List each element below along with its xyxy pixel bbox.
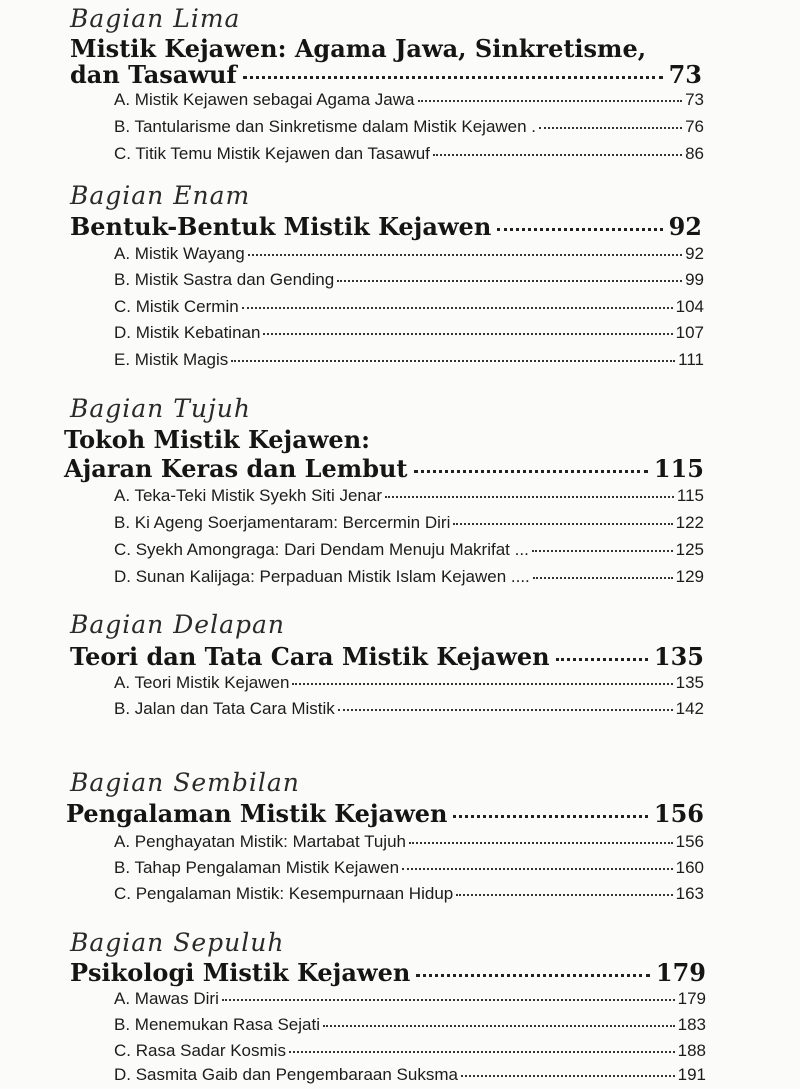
section-label: Bagian Sembilan — [70, 768, 300, 797]
dot-leader — [418, 100, 683, 102]
section-page-number: 115 — [653, 454, 704, 483]
toc-entry — [114, 674, 704, 691]
entry-title: C. Rasa Sadar Kosmis — [114, 1041, 286, 1060]
toc-entry — [114, 990, 706, 1007]
entry-page-number: 163 — [675, 884, 704, 903]
section-heading-row — [70, 212, 702, 241]
dot-leader — [292, 683, 672, 685]
entry-page-number: 160 — [675, 858, 704, 877]
entry-page-number: 99 — [685, 270, 704, 289]
section-title-line: Bentuk-Bentuk Mistik Kejawen — [70, 212, 492, 241]
dot-leader — [453, 815, 647, 818]
entry-title: C. Titik Temu Mistik Kejawen dan Tasawuf — [114, 144, 430, 163]
section-label: Bagian Tujuh — [70, 394, 251, 423]
entry-title: D. Mistik Kebatinan — [114, 323, 261, 342]
section-label: Bagian Lima — [70, 4, 241, 33]
toc-entry — [114, 1042, 706, 1059]
entry-page-number: 129 — [675, 567, 704, 586]
section-heading-row — [64, 454, 704, 483]
dot-leader — [416, 974, 650, 977]
entry-title: B. Menemukan Rasa Sejati — [114, 1015, 320, 1034]
toc-entry — [114, 298, 704, 315]
section-page-number: 156 — [653, 799, 704, 828]
dot-leader — [456, 894, 672, 896]
dot-leader — [497, 228, 662, 231]
entry-title: A. Teori Mistik Kejawen — [114, 673, 290, 692]
entry-page-number: 115 — [676, 486, 704, 505]
entry-page-number: 73 — [685, 90, 704, 109]
section-heading-row — [66, 799, 704, 828]
entry-page-number: 104 — [675, 297, 704, 316]
toc-entry — [114, 145, 704, 162]
section-page-number: 73 — [668, 60, 702, 89]
dot-leader — [453, 523, 672, 525]
entry-page-number: 122 — [675, 513, 704, 532]
dot-leader — [248, 254, 682, 256]
dot-leader — [385, 496, 674, 498]
section-page-number: 179 — [655, 958, 706, 987]
entry-page-number: 142 — [675, 699, 704, 718]
section-title-line: Teori dan Tata Cara Mistik Kejawen — [70, 642, 550, 671]
entry-title: B. Tahap Pengalaman Mistik Kejawen — [114, 858, 400, 877]
dot-leader — [402, 868, 673, 870]
dot-leader — [289, 1051, 675, 1053]
section-title-line: Mistik Kejawen: Agama Jawa, Sinkretisme, — [70, 34, 647, 63]
toc-entry — [114, 833, 704, 850]
dot-leader — [533, 577, 673, 579]
entry-title: C. Mistik Cermin — [114, 297, 239, 316]
toc-entry — [114, 118, 704, 135]
toc-entry — [114, 885, 704, 902]
toc-entry — [114, 1016, 706, 1033]
section-label: Bagian Enam — [70, 181, 251, 210]
entry-page-number: 107 — [675, 323, 704, 342]
entry-page-number: 125 — [675, 540, 704, 559]
toc-entry — [114, 245, 704, 262]
toc-entry — [114, 91, 704, 108]
entry-page-number: 111 — [678, 350, 704, 369]
toc-entry — [114, 859, 704, 876]
section-heading-row — [70, 958, 706, 987]
entry-title: E. Mistik Magis — [114, 350, 229, 369]
dot-leader — [337, 280, 682, 282]
dot-leader — [222, 999, 675, 1001]
toc-entry — [114, 541, 704, 558]
entry-title: C. Syekh Amongraga: Dari Dendam Menuju Makrifat ... — [114, 540, 529, 559]
section-label: Bagian Sepuluh — [70, 928, 285, 957]
dot-leader — [539, 127, 682, 129]
entry-title: D. Sasmita Gaib dan Pengembaraan Suksma — [114, 1065, 458, 1084]
dot-leader — [323, 1025, 675, 1027]
section-title-line: Ajaran Keras dan Lembut — [64, 454, 408, 483]
section-page-number: 92 — [668, 212, 702, 241]
entry-page-number: 191 — [677, 1065, 706, 1084]
toc-entry — [114, 271, 704, 288]
entry-title: A. Mistik Kejawen sebagai Agama Jawa — [114, 90, 415, 109]
dot-leader — [231, 360, 675, 362]
dot-leader — [414, 470, 648, 473]
section-heading-row — [70, 60, 702, 89]
dot-leader — [263, 333, 672, 335]
entry-title: B. Tantularisme dan Sinkretisme dalam Mistik Kejawen . — [114, 117, 537, 136]
entry-title: A. Mawas Diri — [114, 989, 219, 1008]
entry-page-number: 92 — [685, 244, 704, 263]
entry-page-number: 183 — [677, 1015, 706, 1034]
section-heading-row — [70, 642, 704, 671]
dot-leader — [556, 658, 648, 661]
entry-page-number: 188 — [677, 1041, 706, 1060]
entry-title: A. Mistik Wayang — [114, 244, 245, 263]
toc-entry — [114, 514, 704, 531]
section-title-line: Pengalaman Mistik Kejawen — [66, 799, 448, 828]
toc-entry — [114, 1066, 706, 1083]
entry-title: B. Jalan dan Tata Cara Mistik — [114, 699, 335, 718]
entry-title: A. Teka-Teki Mistik Syekh Siti Jenar — [114, 486, 382, 505]
dot-leader — [532, 550, 673, 552]
entry-title: B. Mistik Sastra dan Gending — [114, 270, 335, 289]
dot-leader — [409, 842, 673, 844]
entry-page-number: 135 — [675, 673, 704, 692]
entry-page-number: 179 — [677, 989, 706, 1008]
dot-leader — [243, 76, 663, 79]
toc-entry — [114, 700, 704, 717]
toc-entry — [114, 324, 704, 341]
section-title-line: Tokoh Mistik Kejawen: — [64, 425, 371, 454]
entry-title: A. Penghayatan Mistik: Martabat Tujuh — [114, 832, 406, 851]
section-title-line: Psikologi Mistik Kejawen — [70, 958, 411, 987]
dot-leader — [242, 307, 673, 309]
dot-leader — [433, 154, 682, 156]
dot-leader — [338, 709, 673, 711]
dot-leader — [461, 1075, 675, 1077]
section-title-line: dan Tasawuf — [70, 60, 237, 89]
entry-title: B. Ki Ageng Soerjamentaram: Bercermin Diri — [114, 513, 451, 532]
entry-page-number: 156 — [675, 832, 704, 851]
entry-title: C. Pengalaman Mistik: Kesempurnaan Hidup — [114, 884, 454, 903]
entry-page-number: 86 — [685, 144, 704, 163]
entry-page-number: 76 — [685, 117, 704, 136]
toc-entry — [114, 568, 704, 585]
entry-title: D. Sunan Kalijaga: Perpaduan Mistik Islam Kejawen .... — [114, 567, 530, 586]
section-label: Bagian Delapan — [70, 610, 285, 639]
toc-entry — [114, 351, 704, 368]
section-page-number: 135 — [653, 642, 704, 671]
toc-entry — [114, 487, 704, 504]
